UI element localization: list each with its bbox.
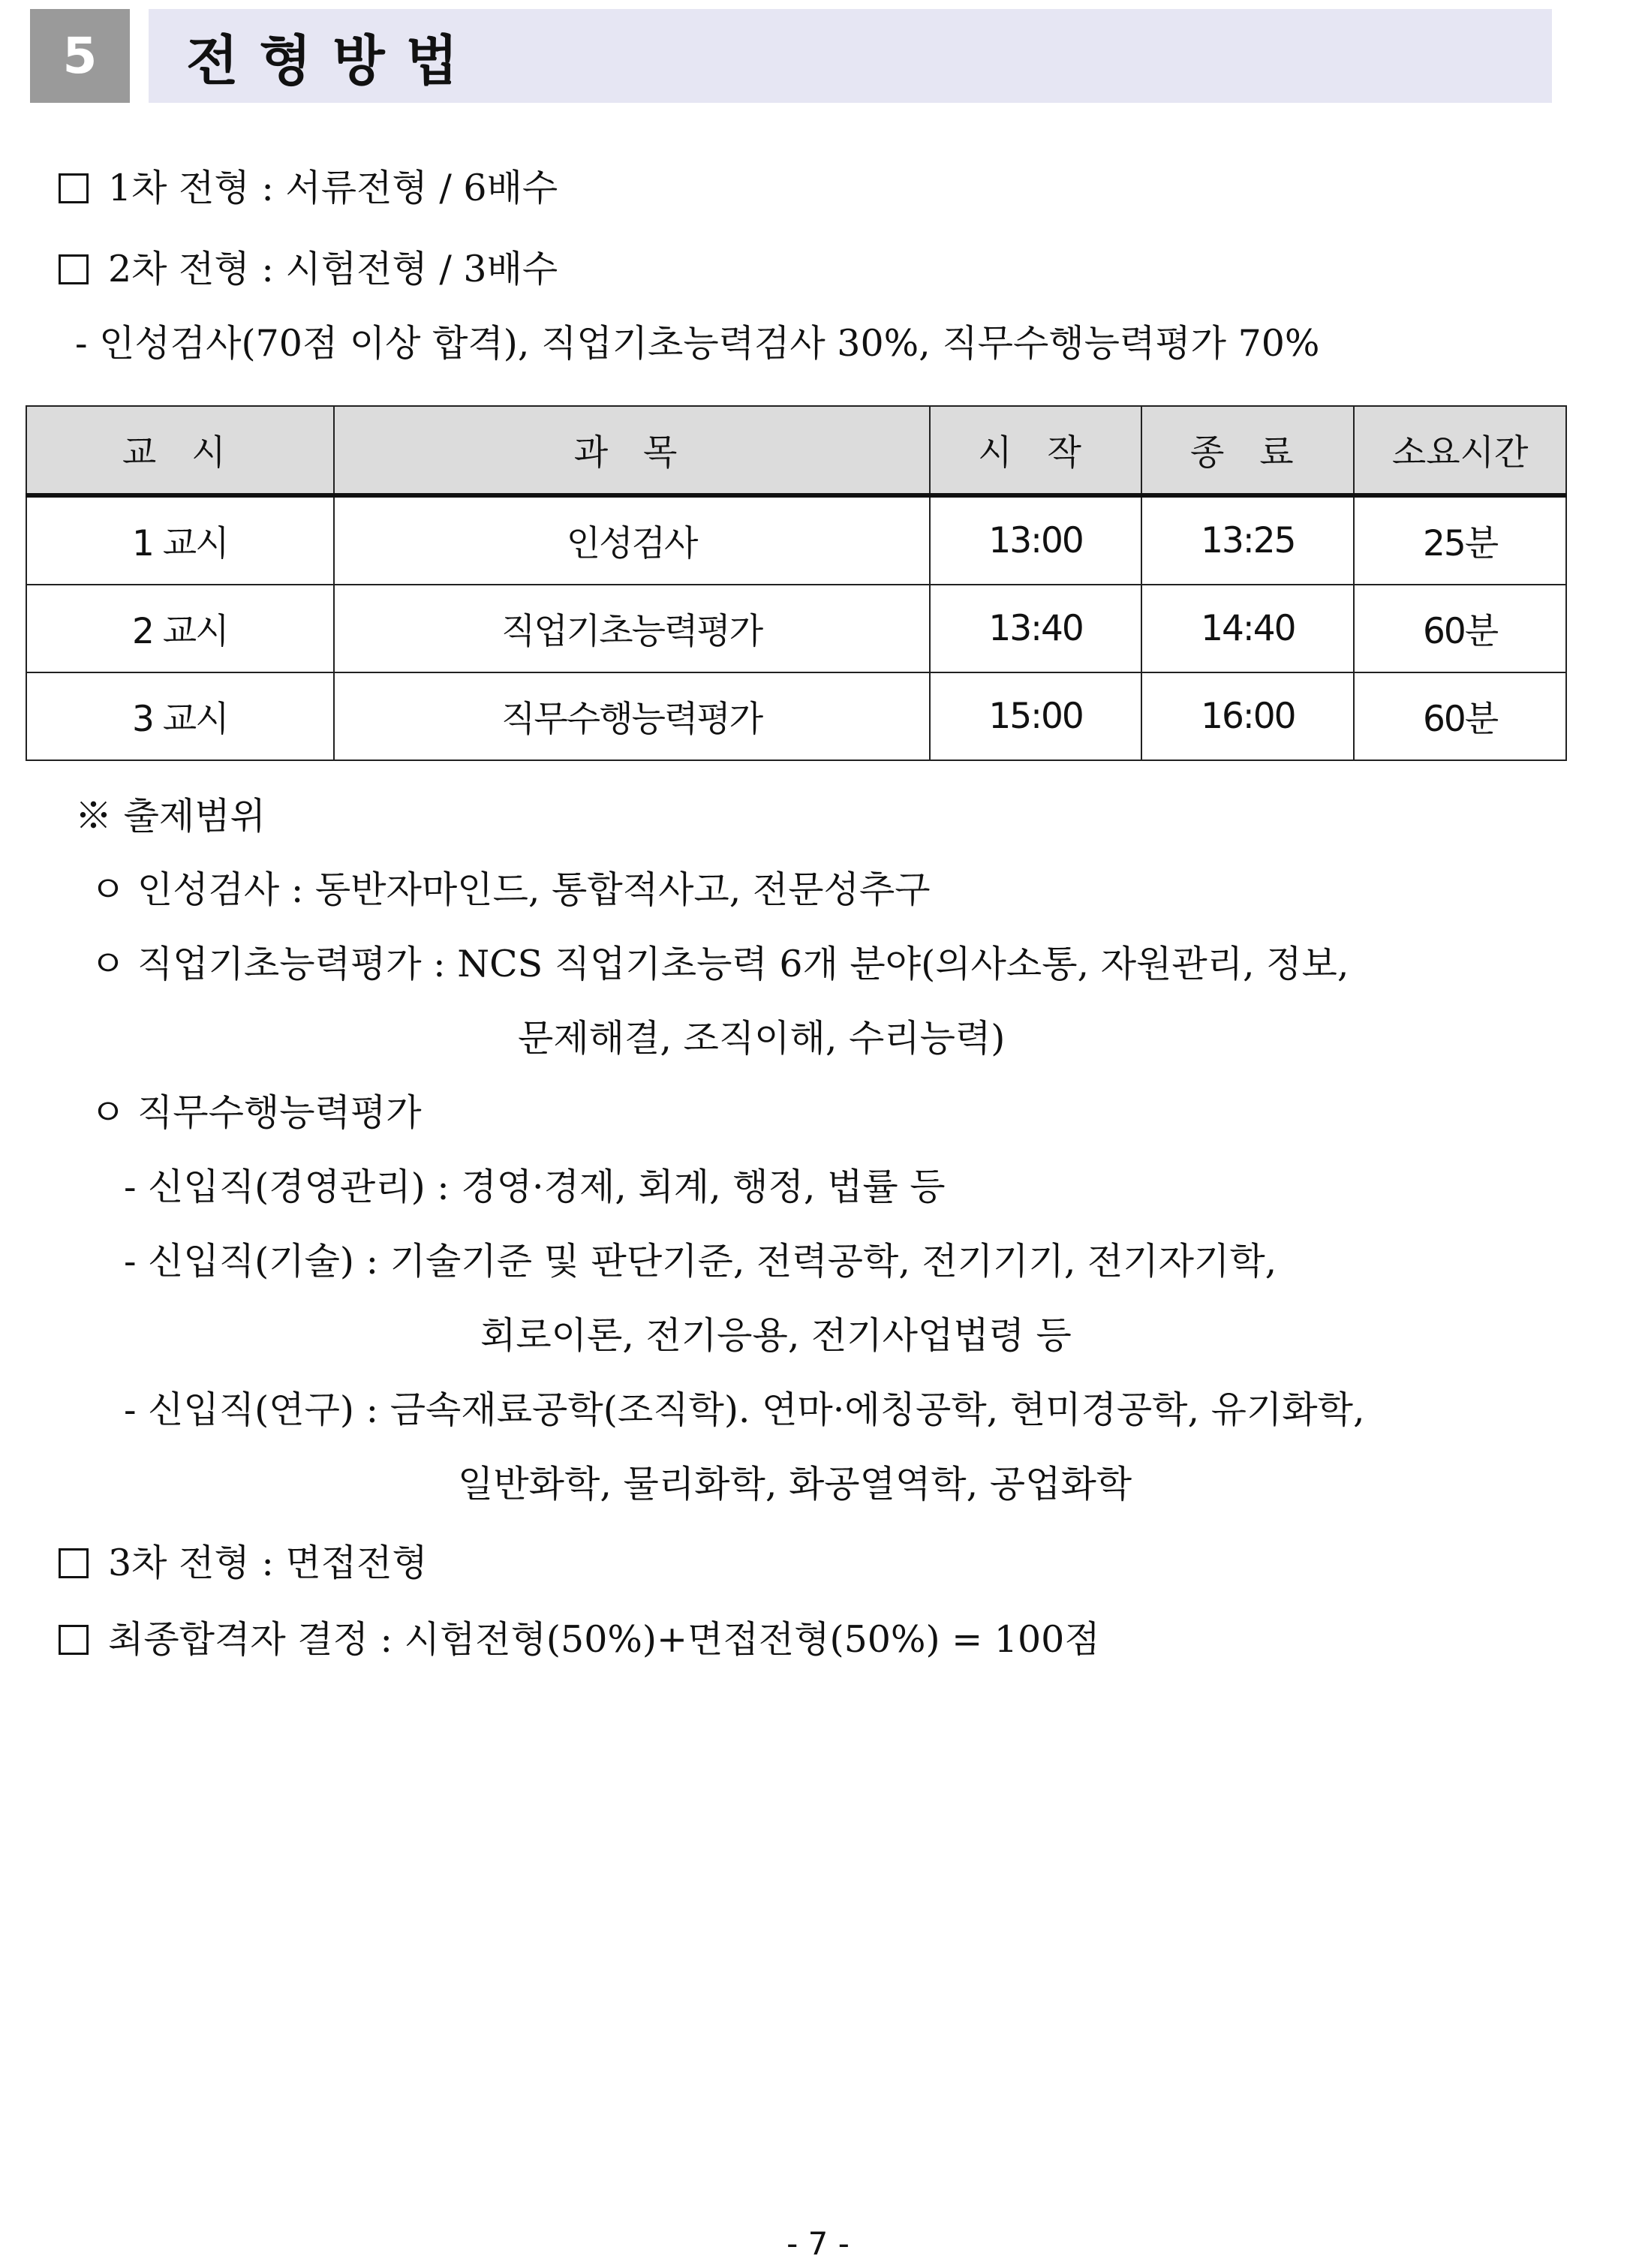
cell-period: 3 교시 xyxy=(26,672,334,760)
checkbox-square-icon xyxy=(59,173,89,203)
stage1-text: 1차 전형 : 서류전형 / 6배수 xyxy=(108,167,558,209)
cell-duration: 60분 xyxy=(1354,672,1566,760)
scope-sub-technical-line2: 회로이론, 전기응용, 전기사업법령 등 xyxy=(480,1314,1072,1357)
stage2-text: 2차 전형 : 시험전형 / 3배수 xyxy=(108,248,558,290)
cell-start: 13:00 xyxy=(930,495,1142,585)
scope-item-personality: ㅇ 인성검사 : 동반자마인드, 통합적사고, 전문성추구 xyxy=(90,868,931,911)
scope-title: ※ 출제범위 xyxy=(75,795,266,838)
section-title-bar xyxy=(149,9,1552,103)
scope-item-ncs-line2: 문제해결, 조직이해, 수리능력) xyxy=(518,1017,1006,1060)
cell-subject: 인성검사 xyxy=(334,495,930,585)
scope-item-job: ㅇ 직무수행능력평가 xyxy=(90,1091,422,1134)
checkbox-square-icon xyxy=(59,1548,89,1578)
checkbox-square-icon xyxy=(59,1625,89,1655)
scope-sub-research-line1: - 신입직(연구) : 금속재료공학(조직학). 연마·에칭공학, 현미경공학, 유기화학, xyxy=(124,1388,1365,1431)
scope-sub-management: - 신입직(경영관리) : 경영·경제, 회계, 행정, 법률 등 xyxy=(124,1166,946,1208)
page-number: - 7 - xyxy=(786,2225,850,2262)
section-title: 전형방법 xyxy=(186,29,480,92)
cell-period: 2 교시 xyxy=(26,585,334,672)
cell-duration: 25분 xyxy=(1354,495,1566,585)
stage2-note: - 인성검사(70점 이상 합격), 직업기초능력검사 30%, 직무수행능력평가 70% xyxy=(75,322,1320,365)
stage3-item xyxy=(59,1542,428,1584)
stage1-item xyxy=(59,167,558,209)
cell-start: 15:00 xyxy=(930,672,1142,760)
stage3-text: 3차 전형 : 면접전형 xyxy=(108,1542,428,1584)
cell-period: 1 교시 xyxy=(26,495,334,585)
header-duration: 소요시간 xyxy=(1354,406,1566,495)
cell-subject: 직무수행능력평가 xyxy=(334,672,930,760)
cell-start: 13:40 xyxy=(930,585,1142,672)
cell-subject: 직업기초능력평가 xyxy=(334,585,930,672)
cell-end: 16:00 xyxy=(1141,672,1354,760)
exam-schedule-table xyxy=(26,405,1567,761)
table-row xyxy=(26,495,1566,585)
final-decision-item xyxy=(59,1618,1100,1661)
checkbox-square-icon xyxy=(59,254,89,284)
table-row xyxy=(26,672,1566,760)
table-row xyxy=(26,585,1566,672)
cell-end: 14:40 xyxy=(1141,585,1354,672)
scope-item-ncs-line1: ㅇ 직업기초능력평가 : NCS 직업기초능력 6개 분야(의사소통, 자원관리, 정보, xyxy=(90,943,1349,985)
header-start: 시 작 xyxy=(930,406,1142,495)
cell-duration: 60분 xyxy=(1354,585,1566,672)
table-header-row xyxy=(26,406,1566,495)
final-decision-text: 최종합격자 결정 : 시험전형(50%)+면접전형(50%) = 100점 xyxy=(108,1618,1100,1661)
header-period: 교 시 xyxy=(26,406,334,495)
scope-sub-technical-line1: - 신입직(기술) : 기술기준 및 판단기준, 전력공학, 전기기기, 전기자기학, xyxy=(124,1240,1277,1283)
header-end: 종 료 xyxy=(1141,406,1354,495)
cell-end: 13:25 xyxy=(1141,495,1354,585)
header-subject: 과 목 xyxy=(334,406,930,495)
section-number-badge: 5 xyxy=(30,9,130,103)
scope-sub-research-line2: 일반화학, 물리화학, 화공열역학, 공업화학 xyxy=(458,1463,1132,1505)
stage2-item xyxy=(59,248,558,290)
